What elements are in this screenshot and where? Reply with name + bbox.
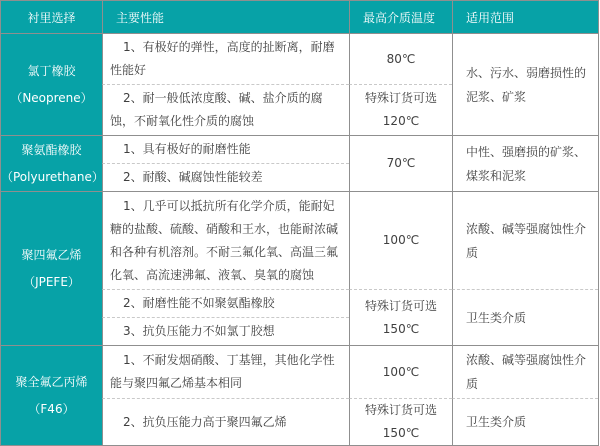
temp-value: 100℃ (382, 364, 420, 379)
temp-value: 120℃ (382, 114, 420, 128)
range-cell (452, 135, 598, 191)
material-cell-neoprene (0, 33, 102, 135)
perf-cell (102, 191, 349, 289)
perf-cell (102, 317, 349, 345)
perf-item: 2、耐一般低浓度酸、碱、盐介质的腐蚀，不耐氧化性介质的腐蚀 (110, 91, 323, 128)
material-name: 聚四氟乙烯 (21, 247, 82, 262)
perf-item: 2、耐酸、碱腐蚀性能较差 (123, 170, 263, 184)
temp-note: 特殊订货可选 (364, 403, 437, 417)
perf-cell (102, 398, 349, 445)
range-value: 卫生类介质 (466, 310, 527, 325)
temp-cell (349, 345, 452, 398)
perf-item: 1、几乎可以抵抗所有化学介质，能耐妃糖的盐酸、硫酸、硝酸和王水，也能耐浓碱和各种有机溶剂。不耐三氟化氧、高温三氟化氧、高流速沸氟、液氧、臭氧的腐蚀 (110, 198, 339, 282)
table-row (0, 33, 598, 84)
temp-note: 特殊订货可选 (364, 298, 437, 313)
temp-cell (349, 191, 452, 289)
header-max-medium-temperature: 最高介质温度 (349, 0, 452, 33)
perf-cell (102, 33, 349, 84)
table-row (0, 135, 598, 163)
range-value: 浓酸、碱等强腐蚀性介质 (466, 221, 587, 260)
material-subname: （Polyurethane） (1, 169, 104, 184)
perf-item: 1、不耐发烟硝酸、丁基锂，其他化学性能与聚四氟乙烯基本相同 (110, 353, 335, 390)
material-name: 聚全氟乙丙烯 (15, 374, 88, 389)
material-cell-ptfe (0, 191, 102, 345)
table-row (0, 345, 598, 398)
header-row (0, 0, 598, 33)
temp-value: 80℃ (386, 51, 416, 66)
material-subname: （Neoprene） (10, 90, 93, 105)
perf-item: 1、具有极好的耐磨性能 (123, 142, 251, 156)
range-cell (452, 33, 598, 135)
material-cell-f46 (0, 345, 102, 445)
perf-item: 1、有极好的弹性，高度的扯断离，耐磨性能好 (110, 40, 335, 77)
perf-cell (102, 289, 349, 317)
temp-cell (349, 398, 452, 445)
temp-cell (349, 135, 452, 191)
range-value: 中性、强磨损的矿浆、煤浆和泥浆 (466, 144, 587, 183)
material-cell-polyurethane (0, 135, 102, 191)
perf-cell (102, 163, 349, 191)
header-application-range: 适用范围 (452, 0, 598, 33)
perf-item: 2、耐磨性能不如聚氨酯橡胶 (123, 296, 275, 310)
temp-value: 70℃ (386, 156, 416, 170)
material-name: 聚氨酯橡胶 (21, 142, 82, 157)
range-value: 水、污水、弱磨损性的泥浆、矿浆 (466, 65, 587, 104)
range-cell (452, 398, 598, 445)
header-main-performance: 主要性能 (102, 0, 349, 33)
temp-value: 150℃ (382, 426, 420, 440)
material-subname: （JPEFE） (23, 274, 80, 289)
perf-item: 3、抗负压能力不如氯丁胶想 (123, 324, 275, 338)
temp-cell (349, 84, 452, 135)
temp-value: 100℃ (382, 233, 420, 247)
perf-cell (102, 135, 349, 163)
temp-cell (349, 33, 452, 84)
material-name: 氯丁橡胶 (27, 63, 76, 78)
header-lining-selection: 衬里选择 (0, 0, 102, 33)
range-cell (452, 289, 598, 345)
temp-note: 特殊订货可选 (364, 91, 437, 105)
perf-cell (102, 345, 349, 398)
temp-value: 150℃ (382, 321, 420, 336)
perf-item: 2、抗负压能力高于聚四氟乙烯 (123, 414, 287, 429)
material-subname: （F46） (28, 401, 75, 416)
range-value: 浓酸、碱等强腐蚀性介质 (466, 353, 587, 391)
range-cell (452, 345, 598, 398)
range-value: 卫生类介质 (466, 415, 527, 429)
range-cell (452, 191, 598, 289)
temp-cell (349, 289, 452, 345)
perf-cell (102, 84, 349, 135)
table-row (0, 191, 598, 289)
